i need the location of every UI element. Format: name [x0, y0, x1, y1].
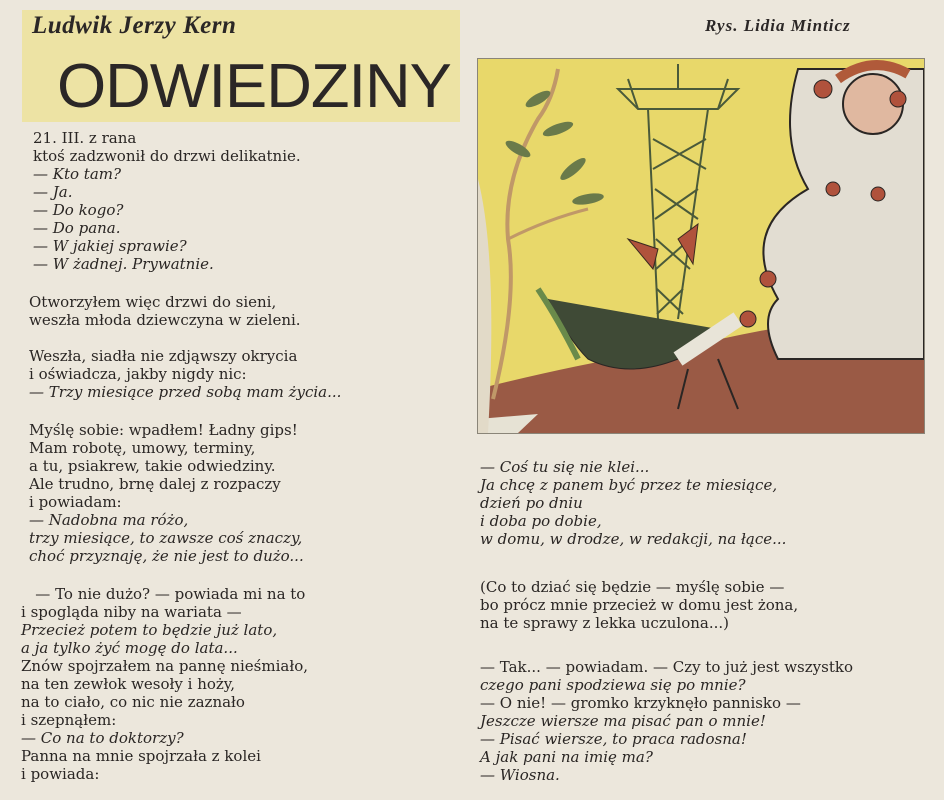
- poem-line: — Tak... — powiadam. — Czy to już jest wszystko: [480, 658, 853, 676]
- illustration-credit: Rys. Lidia Minticz: [705, 16, 851, 35]
- poem-line: Weszła, siadła nie zdjąwszy okrycia: [29, 347, 298, 365]
- stanza-8: [480, 658, 853, 784]
- author-name: Ludwik Jerzy Kern: [32, 12, 237, 39]
- poem-line: Znów spojrzałem na pannę nieśmiało,: [21, 657, 308, 675]
- poem-line: Przecież potem to będzie już lato,: [21, 621, 278, 639]
- poem-line: — W żadnej. Prywatnie.: [33, 255, 214, 273]
- stanza-2: [29, 293, 301, 329]
- poem-line: — Co na to doktorzy?: [21, 729, 184, 747]
- poem-line: 21. III. z rana: [33, 129, 137, 147]
- poem-line: czego pani spodziewa się po mnie?: [480, 676, 746, 694]
- stanza-5: [21, 585, 308, 783]
- poem-line: ktoś zadzwonił do drzwi delikatnie.: [33, 147, 301, 165]
- poem-line: A jak pani na imię ma?: [480, 748, 653, 766]
- poem-line: — To nie dużo? — powiada mi na to: [21, 585, 306, 603]
- poem-line: Mam robotę, umowy, terminy,: [29, 439, 256, 457]
- poem-line: — Coś tu się nie klei...: [480, 458, 650, 476]
- poem-line: — Nadobna ma różo,: [29, 511, 189, 529]
- poem-line: na to ciało, co nic nie zaznało: [21, 693, 245, 711]
- stanza-1: [33, 129, 301, 273]
- poem-line: — W jakiej sprawie?: [33, 237, 187, 255]
- poem-line: Ja chcę z panem być przez te miesiące,: [480, 476, 778, 494]
- poem-line: a ja tylko żyć mogę do lata...: [21, 639, 238, 657]
- poem-line: — O nie! — gromko krzyknęło pannisko —: [480, 694, 801, 712]
- poem-line: (Co to dziać się będzie — myślę sobie —: [480, 578, 785, 596]
- poem-line: trzy miesiące, to zawsze coś znaczy,: [29, 529, 303, 547]
- poem-line: Myślę sobie: wpadłem! Ładny gips!: [29, 421, 298, 439]
- poem-line: w domu, w drodze, w redakcji, na łące...: [480, 530, 787, 548]
- stanza-7: [480, 578, 798, 632]
- poem-line: a tu, psiakrew, takie odwiedziny.: [29, 457, 276, 475]
- poem-line: — Wiosna.: [480, 766, 560, 784]
- poem-line: bo prócz mnie przecież w domu jest żona,: [480, 596, 799, 614]
- poem-line: Otworzyłem więc drzwi do sieni,: [29, 293, 277, 311]
- poem-line: Jeszcze wiersze ma pisać pan o mnie!: [480, 712, 766, 730]
- poem-line: — Do kogo?: [33, 201, 124, 219]
- stanza-6: [480, 458, 786, 548]
- poem-line: — Pisać wiersze, to praca radosna!: [480, 730, 747, 748]
- illustration: [477, 58, 925, 434]
- poem-line: Panna na mnie spojrzała z kolei: [21, 747, 261, 765]
- poem-line: i szepnąłem:: [21, 711, 117, 729]
- poem-line: — Trzy miesiące przed sobą mam życia...: [29, 383, 342, 401]
- poem-line: i powiadam:: [29, 493, 122, 511]
- poem-title: ODWIEDZINY: [57, 52, 451, 121]
- poem-line: i spogląda niby na wariata —: [21, 603, 242, 621]
- poem-line: dzień po dniu: [480, 494, 583, 512]
- poem-line: i oświadcza, jakby nigdy nic:: [29, 365, 247, 383]
- illustration-drawing: [478, 59, 924, 433]
- poem-line: i powiada:: [21, 765, 100, 783]
- poem-line: Ale trudno, brnę dalej z rozpaczy: [29, 475, 281, 493]
- stanza-4: [29, 421, 304, 565]
- poem-line: i doba po dobie,: [480, 512, 602, 530]
- poem-line: — Do pana.: [33, 219, 121, 237]
- stanza-3: [29, 347, 341, 401]
- poem-line: na te sprawy z lekka uczulona...): [480, 614, 729, 632]
- poem-line: — Kto tam?: [33, 165, 122, 183]
- poem-line: weszła młoda dziewczyna w zieleni.: [29, 311, 301, 329]
- poem-line: — Ja.: [33, 183, 73, 201]
- poem-line: choć przyznaję, że nie jest to dużo...: [29, 547, 304, 565]
- poem-line: na ten zewłok wesoły i hoży,: [21, 675, 236, 693]
